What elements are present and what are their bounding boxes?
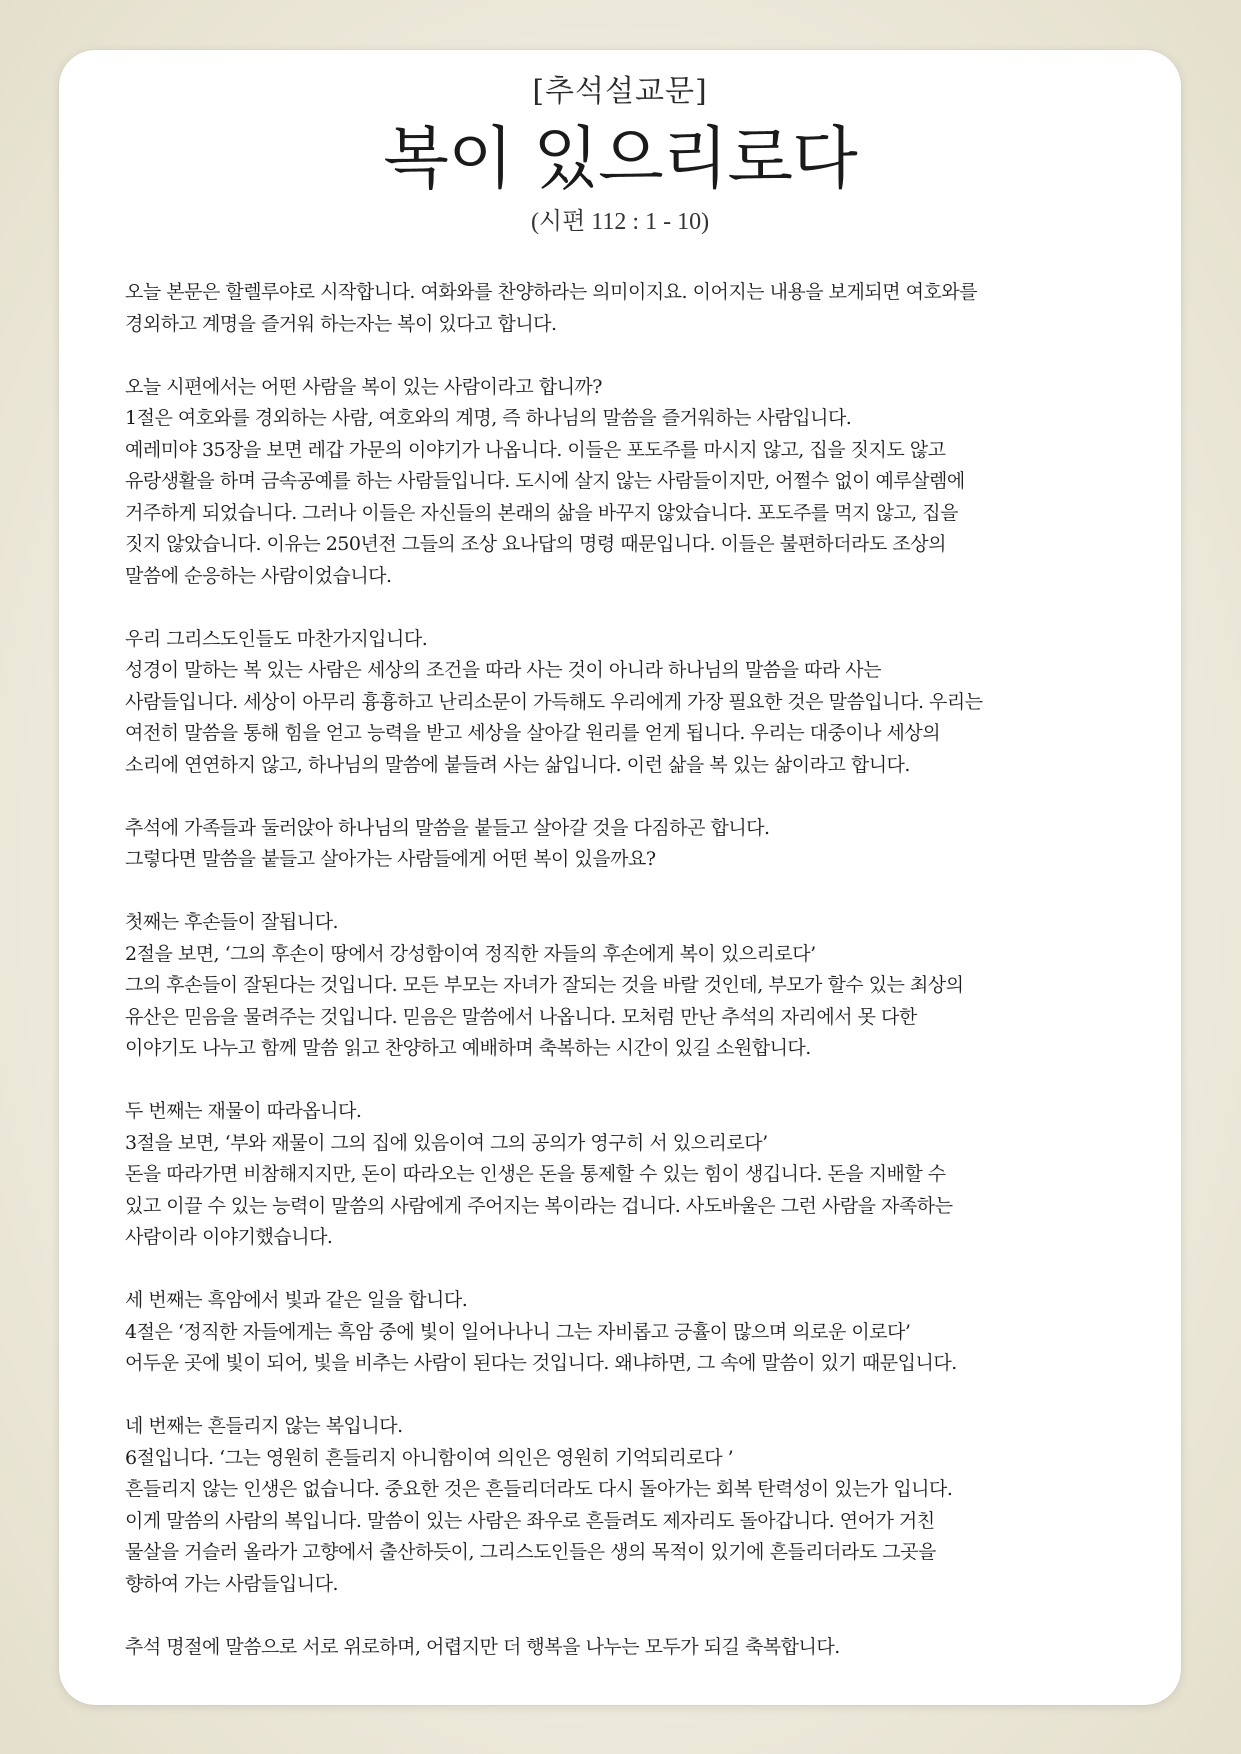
- paragraph-line: 유랑생활을 하며 금속공예를 하는 사람들입니다. 도시에 살지 않는 사람들이지만, 어쩔수 없이 예루살렘에: [125, 470, 965, 492]
- paragraph-line: 1절은 여호와를 경외하는 사람, 여호와의 계명, 즉 하나님의 말씀을 즐거워하는 사람입니다.: [125, 407, 852, 429]
- paragraph-line: 그렇다면 말씀을 붙들고 살아가는 사람들에게 어떤 복이 있을까요?: [125, 848, 656, 870]
- paragraph-line: 유산은 믿음을 물려주는 것입니다. 믿음은 말씀에서 나옵니다. 모처럼 만난 추석의 자리에서 못 다한: [125, 1005, 917, 1028]
- paragraph-line: 어두운 곳에 빛이 되어, 빛을 비추는 사람이 된다는 것입니다. 왜냐하면, 그 속에 말씀이 있기 때문입니다.: [125, 1352, 957, 1374]
- paragraph-line: 향하여 가는 사람들입니다.: [125, 1572, 339, 1595]
- sermon-paragraph: [125, 1096, 1125, 1254]
- paragraph-line: 말씀에 순응하는 사람이었습니다.: [125, 564, 392, 587]
- paragraph-line: 흔들리지 않는 인생은 없습니다. 중요한 것은 흔들리더라도 다시 돌아가는 회복 탄력성이 있는가 입니다.: [125, 1478, 953, 1500]
- sermon-kicker: [추석설교문]: [532, 74, 708, 109]
- paragraph-line: 사람들입니다. 세상이 아무리 흉흉하고 난리소문이 가득해도 우리에게 가장 필요한 것은 말씀입니다. 우리는: [125, 690, 983, 713]
- sermon-paragraph: [125, 1285, 1125, 1380]
- sermon-title: 복이 있으리로다: [383, 120, 857, 199]
- paragraph-line: 두 번째는 재물이 따라옵니다.: [125, 1100, 362, 1122]
- paragraph-line: 첫째는 후손들이 잘됩니다.: [125, 911, 339, 933]
- scripture-reference: (시편 112 : 1 - 10): [530, 209, 710, 235]
- sermon-paragraph: [125, 372, 1125, 593]
- paragraph-line: 세 번째는 흑암에서 빛과 같은 일을 합니다.: [125, 1289, 468, 1311]
- paragraph-line: 거주하게 되었습니다. 그러나 이들은 자신들의 본래의 삶을 바꾸지 않았습니다. 포도주를 먹지 않고, 집을: [125, 501, 958, 524]
- paragraph-line: 짓지 않았습니다. 이유는 250년전 그들의 조상 요나답의 명령 때문입니다. 이들은 불편하더라도 조상의: [125, 533, 946, 555]
- paragraph-line: 있고 이끌 수 있는 능력이 말씀의 사람에게 주어지는 복이라는 겁니다. 사도바울은 그런 사람을 자족하는: [125, 1194, 953, 1217]
- sermon-paragraph: [125, 1411, 1125, 1600]
- paragraph-line: 4절은 ‘정직한 자들에게는 흑암 중에 빛이 일어나나니 그는 자비롭고 긍휼이 많으며 의로운 이로다’: [125, 1320, 911, 1343]
- paragraph-line: 네 번째는 흔들리지 않는 복입니다.: [125, 1415, 403, 1437]
- paragraph-line: 예레미야 35장을 보면 레갑 가문의 이야기가 나옵니다. 이들은 포도주를 마시지 않고, 집을 짓지도 않고: [125, 438, 946, 461]
- paragraph-line: 돈을 따라가면 비참해지지만, 돈이 따라오는 인생은 돈을 통제할 수 있는 힘이 생깁니다. 돈을 지배할 수: [125, 1163, 946, 1185]
- paragraph-line: 경외하고 계명을 즐거워 하는자는 복이 있다고 합니다.: [125, 312, 557, 335]
- sermon-paragraph: [125, 277, 1125, 340]
- paragraph-line: 물살을 거슬러 올라가 고향에서 출산하듯이, 그리스도인들은 생의 목적이 있기에 흔들리더라도 그곳을: [125, 1541, 936, 1563]
- sermon-paragraph: [125, 907, 1125, 1065]
- paragraph-line: 오늘 본문은 할렐루야로 시작합니다. 여화와를 찬양하라는 의미이지요. 이어지는 내용을 보게되면 여호와를: [125, 281, 978, 303]
- paragraph-line: 이게 말씀의 사람의 복입니다. 말씀이 있는 사람은 좌우로 흔들려도 제자리도 돌아갑니다. 연어가 거친: [125, 1509, 935, 1532]
- paragraph-line: 성경이 말하는 복 있는 사람은 세상의 조건을 따라 사는 것이 아니라 하나님의 말씀을 따라 사는: [125, 659, 882, 681]
- paragraph-line: 소리에 연연하지 않고, 하나님의 말씀에 붙들려 사는 삶입니다. 이런 삶을 복 있는 삶이라고 합니다.: [125, 753, 910, 776]
- paragraph-line: 3절을 보면, ‘부와 재물이 그의 집에 있음이여 그의 공의가 영구히 서 있으리로다’: [125, 1131, 768, 1154]
- paragraph-line: 사람이라 이야기했습니다.: [125, 1226, 333, 1248]
- sermon-paragraph: [125, 1632, 1125, 1664]
- sermon-header: [59, 72, 1181, 238]
- paragraph-line: 2절을 보면, ‘그의 후손이 땅에서 강성함이여 정직한 자들의 후손에게 복이 있으리로다’: [125, 942, 816, 965]
- paragraph-line: 6절입니다. ‘그는 영원히 흔들리지 아니함이여 의인은 영원히 기억되리로다 ’: [125, 1446, 734, 1469]
- sermon-body: [125, 277, 1125, 1695]
- paragraph-line: 오늘 시편에서는 어떤 사람을 복이 있는 사람이라고 합니까?: [125, 375, 602, 398]
- paragraph-line: 추석 명절에 말씀으로 서로 위로하며, 어렵지만 더 행복을 나누는 모두가 되길 축복합니다.: [125, 1635, 840, 1658]
- sermon-paragraph: [125, 813, 1125, 876]
- paragraph-line: 그의 후손들이 잘된다는 것입니다. 모든 부모는 자녀가 잘되는 것을 바랄 것인데, 부모가 할수 있는 최상의: [125, 974, 964, 996]
- paragraph-line: 추석에 가족들과 둘러앉아 하나님의 말씀을 붙들고 살아갈 것을 다짐하곤 합니다.: [125, 816, 770, 839]
- paragraph-line: 이야기도 나누고 함께 말씀 읽고 찬양하고 예배하며 축복하는 시간이 있길 소원합니다.: [125, 1037, 811, 1059]
- sermon-page: [59, 50, 1181, 1705]
- paragraph-line: 여전히 말씀을 통해 힘을 얻고 능력을 받고 세상을 살아갈 원리를 얻게 됩니다. 우리는 대중이나 세상의: [125, 722, 941, 744]
- paragraph-line: 우리 그리스도인들도 마찬가지입니다.: [125, 627, 428, 650]
- sermon-paragraph: [125, 624, 1125, 782]
